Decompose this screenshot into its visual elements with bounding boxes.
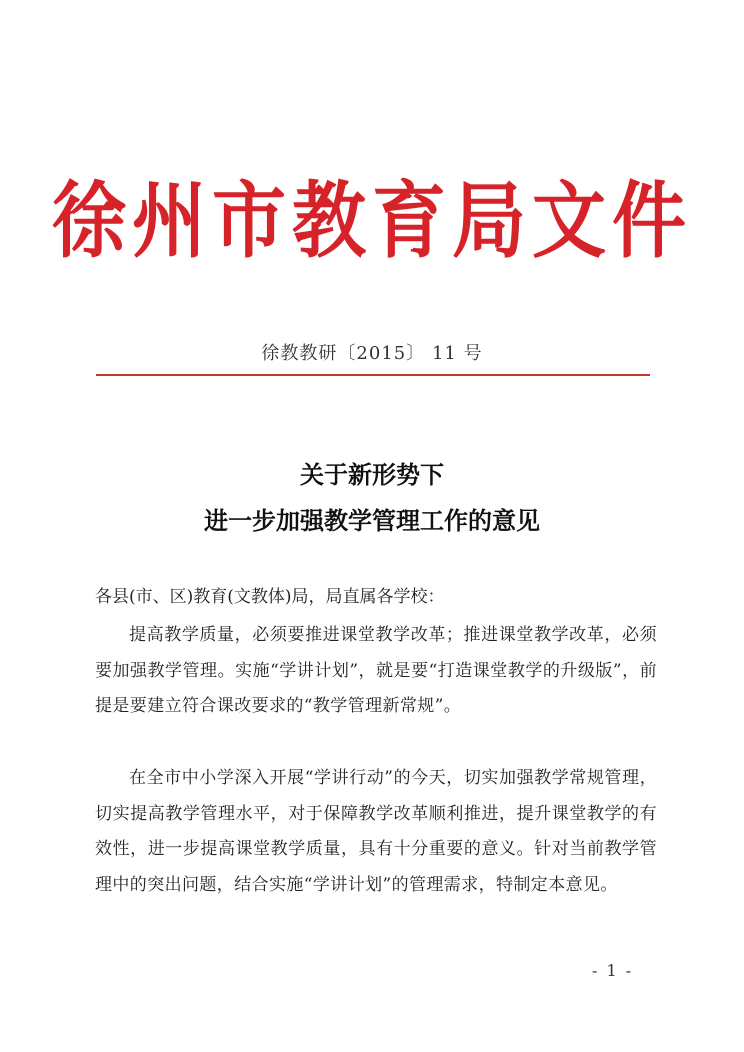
red-divider-line <box>96 374 650 376</box>
document-title <box>0 452 744 544</box>
masthead-title: 徐州市教育局文件 <box>52 173 692 270</box>
body-paragraph-1: 提高教学质量，必须要推进课堂教学改革；推进课堂教学改革，必须要加强教学管理。实施“学讲计划”，就是要“打造课堂教学的升级版”，前提是要建立符合课改要求的“教学管理新常规”。 <box>95 625 657 716</box>
title-line-1: 关于新形势下 <box>300 461 444 489</box>
body-paragraph-2: 在全市中小学深入开展“学讲行动”的今天，切实加强教学常规管理，切实提高教学管理水平，对于保障教学改革顺利推进，提升课堂教学的有效性，进一步提高课堂教学质量，具有十分重要的意义。针对当前教学管理中的突出问题，结合实施“学讲计划”的管理需求，特制定本意见。 <box>95 768 657 895</box>
document-number: 徐教教研〔2015〕 11 号 <box>261 343 483 364</box>
title-line-2: 进一步加强教学管理工作的意见 <box>204 507 540 535</box>
salutation: 各县(市、区)教育(文教体)局，局直属各学校： <box>95 587 445 607</box>
page-number: - 1 - <box>592 961 634 980</box>
